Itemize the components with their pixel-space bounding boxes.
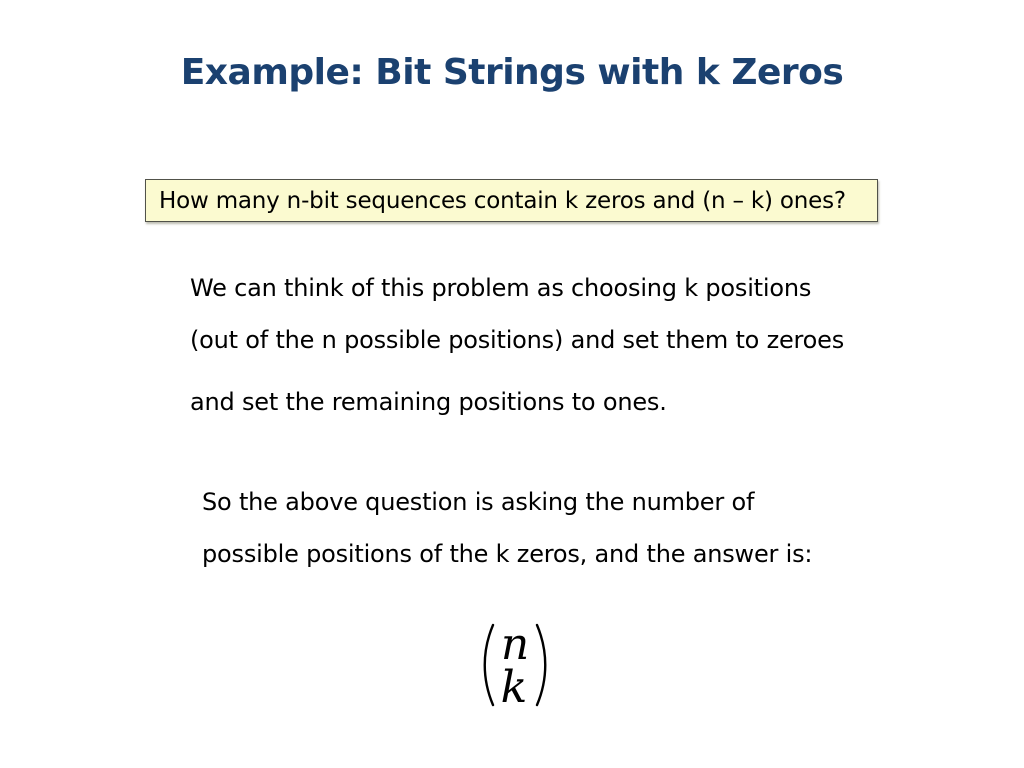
question-text: How many n-bit sequences contain k zeros and (n – k) ones? bbox=[159, 187, 846, 214]
binomial-figure bbox=[477, 622, 553, 708]
formula-n: n bbox=[500, 622, 530, 670]
text-line: possible positions of the k zeros, and the answer is: bbox=[202, 540, 813, 568]
paragraph-1 bbox=[190, 276, 844, 414]
slide-title: Example: Bit Strings with k Zeros bbox=[180, 52, 844, 93]
left-parenthesis-icon bbox=[485, 625, 493, 705]
text-line: and set the remaining positions to ones. bbox=[190, 388, 667, 416]
right-parenthesis-icon bbox=[537, 625, 545, 705]
text-line: We can think of this problem as choosing k positions bbox=[190, 274, 812, 302]
question-box bbox=[145, 179, 878, 222]
paragraph-2 bbox=[202, 490, 812, 566]
text-line: (out of the n possible positions) and set them to zeroes bbox=[190, 326, 845, 354]
binomial-coefficient bbox=[477, 622, 553, 708]
formula-k: k bbox=[500, 662, 528, 708]
text-line: So the above question is asking the number of bbox=[202, 488, 755, 516]
